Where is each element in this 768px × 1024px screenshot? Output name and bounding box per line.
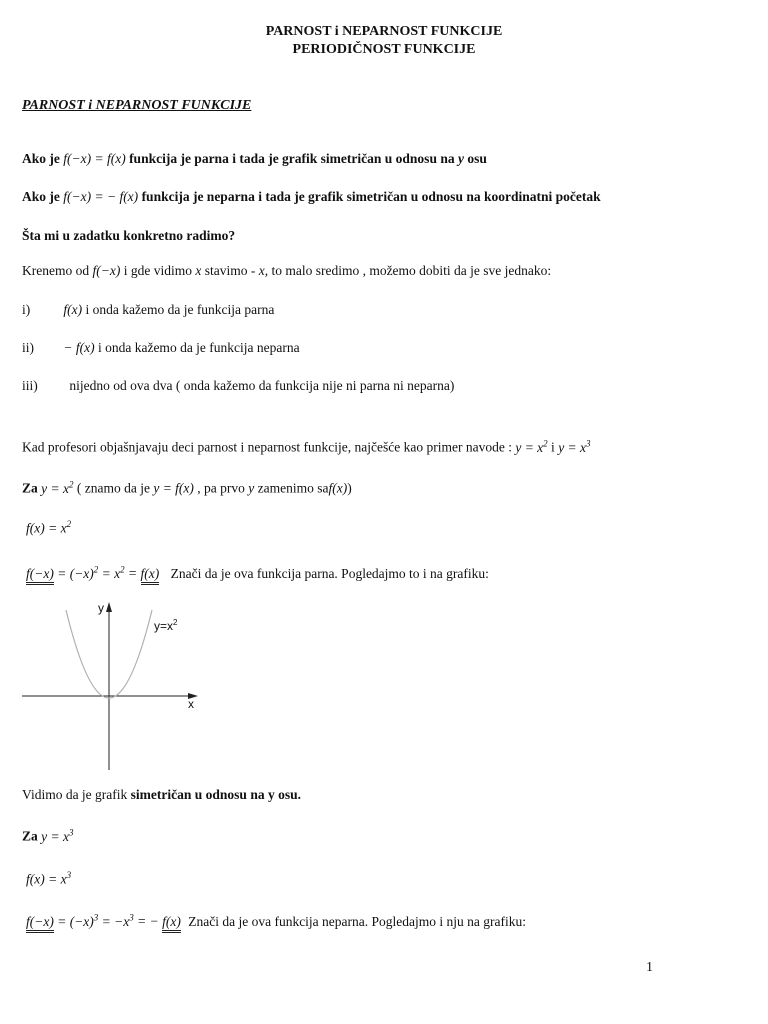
example1-calc-right: f(x) <box>141 566 160 585</box>
x-axis-label: x <box>188 697 194 711</box>
case-i-text: i onda kažemo da je funkcija parna <box>85 302 275 317</box>
example1-header <box>22 475 352 498</box>
case-iii-label: iii) <box>22 378 38 393</box>
conclusion-b: simetričan u odnosu na y osu. <box>130 787 301 802</box>
rule-odd <box>22 188 601 206</box>
rule-odd-text: funkcija je neparna i tada je grafik simetričan u odnosu na koordinatni početak <box>141 189 601 204</box>
case-ii-text: i onda kažemo da je funkcija neparna <box>97 340 300 355</box>
intro-c: stavimo <box>204 263 248 278</box>
conclusion-a: Vidimo da je grafik <box>22 787 128 802</box>
rule-even <box>22 150 487 168</box>
example2-za: Za <box>22 828 38 844</box>
example2-calc-mid: = $(-x)^3$ <box>57 912 99 929</box>
rule-even-axis: y <box>457 151 464 166</box>
page-number: 1 <box>646 960 653 975</box>
section-title-text: PARNOST i NEPARNOST FUNKCIJE <box>22 98 252 113</box>
intro-formula: f(−x) <box>92 263 121 278</box>
example1-calc-text: Znači da je ova funkcija parna. Pogledajmo to i na grafiku: <box>170 565 489 581</box>
rule-odd-prefix: Ako je <box>22 189 60 204</box>
professors-ex2: $y = x^3$ <box>558 438 591 455</box>
example1-calc-mid: = $(-x)^2$ <box>57 564 99 581</box>
example1-eq2: y = f(x) <box>153 480 194 496</box>
y-axis-arrow <box>106 602 112 612</box>
example2-eq: $y = x^3$ <box>41 827 74 844</box>
example2-calc-left: f(−x) <box>26 914 54 933</box>
rule-odd-formula: f(−x) = − f(x) <box>63 189 139 204</box>
intro-a: Krenemo od <box>22 263 90 278</box>
y-axis-label: y <box>98 601 104 615</box>
example1-b: , pa prvo <box>197 480 245 496</box>
document-subtitle: PERIODIČNOST FUNKCIJE <box>292 42 476 57</box>
curve-label: $y=x^2$ <box>154 618 178 633</box>
example2-calc-right: f(x) <box>162 914 181 933</box>
example1-calc-mid2: = $x^2$ <box>101 564 125 581</box>
intro-line <box>22 262 551 280</box>
rule-even-prefix: Ako je <box>22 151 60 166</box>
rule-even-text: funkcija je parna i tada je grafik simetričan u odnosu na <box>129 151 455 166</box>
example1-calc-eq: = <box>128 565 138 581</box>
professors-and: i <box>551 439 555 455</box>
example1-var: y <box>248 480 255 496</box>
case-i-label: i) <box>22 302 31 317</box>
question: Šta mi u zadatku konkretno radimo? <box>22 228 236 243</box>
example2-calc-mid2: = $-x^3$ <box>101 912 134 929</box>
example2-header <box>22 823 73 846</box>
case-i-formula: f(x) <box>63 302 83 317</box>
example1-c: zamenimo sa <box>257 480 329 496</box>
example2-calc-eq: = − <box>137 913 159 929</box>
example1-line1: $f(x) = x^2$ <box>26 519 72 536</box>
intro-d: - x, <box>250 263 269 278</box>
example2-line1: $f(x) = x^3$ <box>26 870 72 887</box>
parabola-graph <box>22 598 222 770</box>
case-ii <box>22 339 300 357</box>
case-i <box>22 301 274 319</box>
example2-calc <box>26 908 526 931</box>
intro-var: x <box>195 263 202 278</box>
example2-calc-text: Znači da je ova funkcija neparna. Pogledajmo i nju na grafiku: <box>188 913 526 929</box>
professors-ex1: $y = x^2$ <box>515 438 548 455</box>
conclusion-line <box>22 786 301 804</box>
section-title <box>22 96 251 115</box>
professors-line <box>22 434 591 457</box>
example1-fx: f(x) <box>328 480 348 496</box>
example1-calc-left: f(−x) <box>26 566 54 585</box>
rule-even-formula: f(−x) = f(x) <box>63 151 126 166</box>
example1-eq: $y = x^2$ <box>41 479 74 496</box>
case-ii-label: ii) <box>22 340 34 355</box>
case-iii-text: nijedno od ova dva ( onda kažemo da funkcija nije ni parna ni neparna) <box>69 378 455 393</box>
example1-za: Za <box>22 480 38 496</box>
rule-even-tail: osu <box>467 151 487 166</box>
professors-text: Kad profesori objašnjavaju deci parnost i neparnost funkcije, najčešće kao primer navode : <box>22 439 512 455</box>
case-iii <box>22 377 454 395</box>
document-title: PARNOST i NEPARNOST FUNKCIJE <box>265 24 503 39</box>
intro-b: i gde vidimo <box>123 263 192 278</box>
case-ii-formula: − f(x) <box>63 340 95 355</box>
example1-d: ) <box>347 480 352 496</box>
example1-a: ( znamo da je <box>76 480 150 496</box>
example1-calc <box>26 560 489 583</box>
intro-e: to malo sredimo , možemo dobiti da je sve jednako: <box>271 263 552 278</box>
